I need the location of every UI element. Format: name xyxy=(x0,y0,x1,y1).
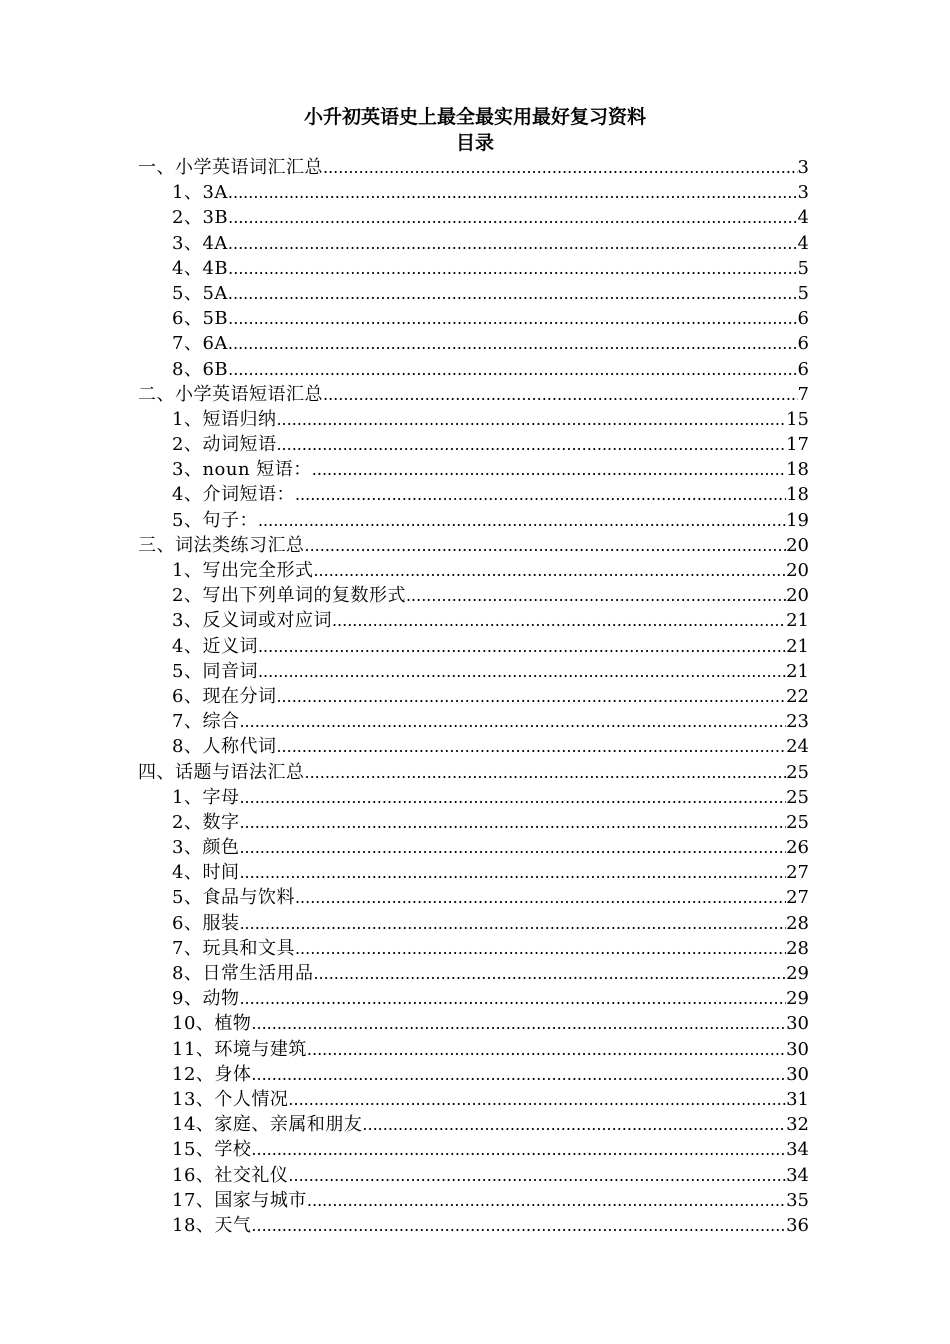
toc-entry-label: 5、同音词 xyxy=(172,660,258,682)
toc-page-number: 5 xyxy=(797,282,809,304)
toc-subsection-entry[interactable] xyxy=(138,256,809,281)
toc-entry-label: 18、天气 xyxy=(172,1214,252,1236)
toc-subsection-entry[interactable] xyxy=(138,1062,809,1087)
toc-dot-leader xyxy=(305,760,787,785)
toc-page-number: 27 xyxy=(786,862,809,884)
toc-dot-leader xyxy=(295,936,786,961)
toc-page-number: 6 xyxy=(797,358,809,380)
toc-page-number: 30 xyxy=(786,1063,809,1085)
toc-entry-label: 一、小学英语词汇汇总 xyxy=(138,157,323,178)
toc-dot-leader xyxy=(332,608,786,633)
toc-dot-leader xyxy=(239,835,786,860)
toc-subsection-entry[interactable] xyxy=(138,231,809,256)
toc-entry-label: 3、4A xyxy=(172,232,228,254)
toc-dot-leader xyxy=(313,961,786,986)
toc-dot-leader xyxy=(276,684,786,709)
toc-dot-leader xyxy=(239,810,786,835)
toc-entry-label: 4、时间 xyxy=(172,862,240,884)
toc-page-number: 25 xyxy=(786,786,809,808)
toc-page-number: 30 xyxy=(786,1038,809,1060)
toc-subsection-entry[interactable] xyxy=(138,331,809,356)
toc-entry-label: 5、5A xyxy=(172,282,228,304)
toc-dot-leader xyxy=(258,659,786,684)
toc-entry-label: 2、写出下列单词的复数形式 xyxy=(172,585,406,607)
toc-page-number: 19 xyxy=(786,509,809,531)
toc-page-number: 22 xyxy=(786,685,809,707)
toc-subsection-entry[interactable] xyxy=(138,1213,809,1238)
toc-dot-leader xyxy=(239,911,786,936)
toc-dot-leader xyxy=(228,281,798,306)
toc-entry-label: 5、食品与饮料 xyxy=(172,887,295,909)
toc-entry-label: 2、数字 xyxy=(172,811,240,833)
toc-entry-label: 8、6B xyxy=(172,358,229,380)
toc-subsection-entry[interactable] xyxy=(138,1011,809,1036)
toc-entry-label: 14、家庭、亲属和朋友 xyxy=(172,1114,363,1136)
toc-entry-label: 7、综合 xyxy=(172,711,240,733)
toc-entry-label: 10、植物 xyxy=(172,1013,252,1035)
toc-page-number: 31 xyxy=(786,1088,809,1110)
toc-dot-leader xyxy=(228,306,797,331)
toc-subsection-entry[interactable] xyxy=(138,407,809,432)
toc-entry-label: 1、字母 xyxy=(172,786,240,808)
toc-page-number: 4 xyxy=(797,207,809,229)
toc-dot-leader xyxy=(323,382,798,407)
toc-page-number: 29 xyxy=(786,988,809,1010)
toc-page-number: 6 xyxy=(797,308,809,330)
toc-dot-leader xyxy=(239,785,786,810)
toc-subsection-entry[interactable] xyxy=(138,1037,809,1062)
toc-page-number: 3 xyxy=(797,182,809,204)
toc-page-number: 29 xyxy=(786,963,809,984)
toc-dot-leader xyxy=(288,1087,786,1112)
toc-dot-leader xyxy=(228,231,798,256)
toc-entry-label: 4、介词短语： xyxy=(172,484,295,506)
toc-subsection-entry[interactable] xyxy=(138,961,809,986)
toc-entry-label: 4、近义词 xyxy=(172,635,258,657)
toc-dot-leader xyxy=(251,1137,786,1162)
toc-entry-label: 15、学校 xyxy=(172,1139,252,1161)
toc-page-number: 6 xyxy=(797,333,809,355)
toc-subsection-entry[interactable] xyxy=(138,885,809,910)
toc-page-number: 26 xyxy=(786,837,809,859)
toc-entry-label: 17、国家与城市 xyxy=(172,1189,307,1211)
toc-subsection-entry[interactable] xyxy=(138,558,809,583)
toc-subsection-entry[interactable] xyxy=(138,659,809,684)
toc-page-number: 4 xyxy=(797,232,809,254)
toc-page-number: 24 xyxy=(786,736,809,758)
toc-dot-leader xyxy=(323,155,798,180)
toc-entry-label: 5、句子： xyxy=(172,509,258,531)
toc-subsection-entry[interactable] xyxy=(138,684,809,709)
toc-subsection-entry[interactable] xyxy=(138,482,809,507)
document-title: 小升初英语史上最全最实用最好复习资料 xyxy=(303,106,646,128)
toc-dot-leader xyxy=(228,180,798,205)
toc-entry-label: 7、6A xyxy=(172,333,228,355)
toc-dot-leader xyxy=(295,482,786,507)
toc-dot-leader xyxy=(239,986,786,1011)
toc-entry-label: 16、社交礼仪 xyxy=(172,1164,289,1186)
toc-page-number: 20 xyxy=(786,585,809,607)
toc-page-number: 35 xyxy=(786,1189,809,1211)
toc-dot-leader xyxy=(295,885,786,910)
toc-subsection-entry[interactable] xyxy=(138,936,809,961)
toc-entry-label: 1、短语归纳 xyxy=(172,408,277,430)
toc-subsection-entry[interactable] xyxy=(138,709,809,734)
toc-dot-leader xyxy=(239,709,786,734)
toc-entry-label: 四、话题与语法汇总 xyxy=(138,761,305,783)
toc-dot-leader xyxy=(239,860,786,885)
toc-subsection-entry[interactable] xyxy=(138,734,809,759)
toc-dot-leader xyxy=(307,1037,786,1062)
toc-page-number: 28 xyxy=(786,937,809,959)
toc-dot-leader xyxy=(258,634,786,659)
toc-subsection-entry[interactable] xyxy=(138,457,809,482)
toc-subsection-entry[interactable] xyxy=(138,911,809,936)
toc-page-number: 5 xyxy=(797,257,809,279)
toc-section-entry[interactable] xyxy=(138,382,809,407)
toc-entry-label: 3、颜色 xyxy=(172,837,240,859)
toc-subsection-entry[interactable] xyxy=(138,1163,809,1188)
toc-entry-label: 11、环境与建筑 xyxy=(172,1038,307,1060)
toc-page-number: 28 xyxy=(786,912,809,934)
toc-section-entry[interactable] xyxy=(138,760,809,785)
toc-page-number: 18 xyxy=(786,459,809,481)
toc-subsection-entry[interactable] xyxy=(138,306,809,331)
toc-subsection-entry[interactable] xyxy=(138,432,809,457)
toc-page-number: 34 xyxy=(786,1164,809,1186)
toc-subsection-entry[interactable] xyxy=(138,986,809,1011)
toc-subsection-entry[interactable] xyxy=(138,810,809,835)
toc-subsection-entry[interactable] xyxy=(138,1188,809,1213)
toc-dot-leader xyxy=(276,407,786,432)
toc-subsection-entry[interactable] xyxy=(138,180,809,205)
toc-entry-label: 12、身体 xyxy=(172,1063,252,1085)
toc-entry-label: 6、服装 xyxy=(172,912,240,934)
toc-subsection-entry[interactable] xyxy=(138,785,809,810)
toc-page-number: 32 xyxy=(786,1114,809,1136)
toc-page-number: 36 xyxy=(786,1214,809,1236)
toc-dot-leader xyxy=(276,734,786,759)
toc-page-number: 27 xyxy=(786,887,809,909)
toc-section-entry[interactable] xyxy=(138,155,809,180)
toc-subsection-entry[interactable] xyxy=(138,634,809,659)
toc-page-number: 21 xyxy=(786,610,809,632)
toc-page-number: 21 xyxy=(786,660,809,682)
toc-dot-leader xyxy=(305,533,787,558)
toc-entry-label: 9、动物 xyxy=(172,988,240,1010)
toc-dot-leader xyxy=(228,331,798,356)
toc-dot-leader xyxy=(362,1112,786,1137)
toc-dot-leader xyxy=(313,558,786,583)
toc-dot-leader xyxy=(251,1011,786,1036)
toc-entry-label: 4、4B xyxy=(172,257,229,279)
toc-section-entry[interactable] xyxy=(138,533,809,558)
toc-subsection-entry[interactable] xyxy=(138,860,809,885)
toc-subsection-entry[interactable] xyxy=(138,508,809,533)
toc-page-number: 23 xyxy=(786,711,809,733)
toc-dot-leader xyxy=(228,256,797,281)
toc-page-number: 17 xyxy=(786,434,809,456)
toc-page-number: 21 xyxy=(786,635,809,657)
toc-heading: 目录 xyxy=(455,132,494,154)
toc-entry-label: 1、3A xyxy=(172,182,228,204)
table-of-contents xyxy=(138,155,809,1238)
toc-entry-label: 2、动词短语 xyxy=(172,434,277,456)
toc-entry-label: 二、小学英语短语汇总 xyxy=(138,383,323,405)
toc-dot-leader xyxy=(251,1213,786,1238)
toc-page-number: 20 xyxy=(786,560,809,581)
toc-entry-label: 3、noun 短语： xyxy=(172,459,312,481)
toc-entry-label: 7、玩具和文具 xyxy=(172,937,295,959)
toc-page-number: 15 xyxy=(786,408,809,430)
toc-dot-leader xyxy=(312,457,786,482)
toc-subsection-entry[interactable] xyxy=(138,1087,809,1112)
toc-subsection-entry[interactable] xyxy=(138,583,809,608)
toc-entry-label: 1、写出完全形式 xyxy=(172,560,314,581)
toc-subsection-entry[interactable] xyxy=(138,608,809,633)
toc-page-number: 3 xyxy=(797,157,809,178)
toc-entry-label: 3、反义词或对应词 xyxy=(172,610,332,632)
toc-page-number: 25 xyxy=(786,761,809,783)
toc-entry-label: 2、3B xyxy=(172,207,229,229)
toc-subsection-entry[interactable] xyxy=(138,1112,809,1137)
toc-page-number: 20 xyxy=(786,534,809,556)
toc-subsection-entry[interactable] xyxy=(138,281,809,306)
toc-entry-label: 8、人称代词 xyxy=(172,736,277,758)
toc-dot-leader xyxy=(276,432,786,457)
toc-entry-label: 三、词法类练习汇总 xyxy=(138,534,305,556)
toc-page-number: 30 xyxy=(786,1013,809,1035)
toc-subsection-entry[interactable] xyxy=(138,1137,809,1162)
toc-page-number: 25 xyxy=(786,811,809,833)
toc-entry-label: 13、个人情况 xyxy=(172,1088,289,1110)
toc-dot-leader xyxy=(288,1163,786,1188)
toc-page-number: 18 xyxy=(786,484,809,506)
toc-subsection-entry[interactable] xyxy=(138,357,809,382)
toc-page-number: 7 xyxy=(797,383,809,405)
toc-subsection-entry[interactable] xyxy=(138,835,809,860)
toc-entry-label: 6、5B xyxy=(172,308,229,330)
toc-dot-leader xyxy=(307,1188,786,1213)
toc-entry-label: 6、现在分词 xyxy=(172,685,277,707)
toc-dot-leader xyxy=(228,205,797,230)
toc-dot-leader xyxy=(251,1062,786,1087)
toc-dot-leader xyxy=(258,508,786,533)
toc-dot-leader xyxy=(406,583,786,608)
toc-entry-label: 8、日常生活用品 xyxy=(172,963,314,984)
toc-dot-leader xyxy=(228,357,797,382)
toc-subsection-entry[interactable] xyxy=(138,205,809,230)
toc-page-number: 34 xyxy=(786,1139,809,1161)
